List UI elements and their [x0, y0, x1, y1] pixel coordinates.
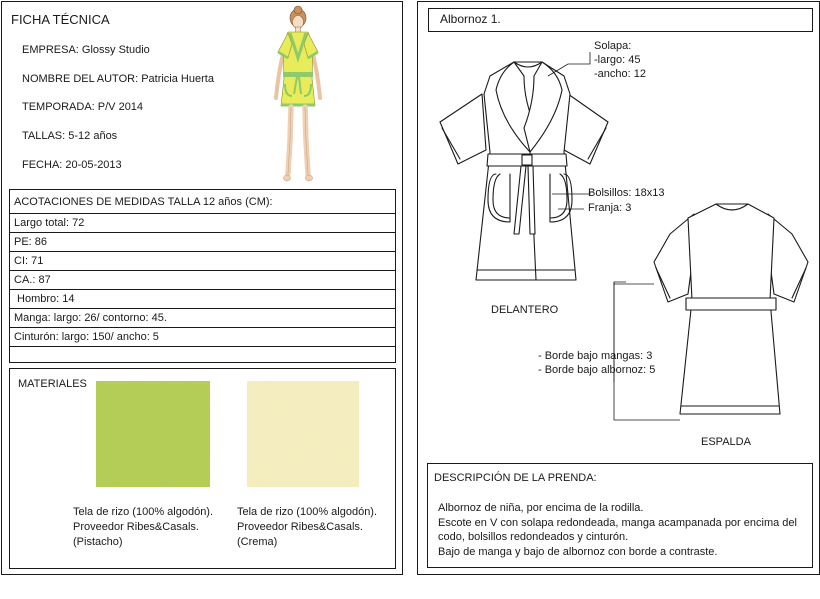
material-2-line-2: Proveedor Ribes&Casals. — [237, 521, 363, 533]
callout-borde-albornoz: - Borde bajo albornoz: 5 — [538, 364, 656, 376]
tallas-field: TALLAS: 5-12 años — [22, 130, 118, 142]
description-title: DESCRIPCIÓN DE LA PRENDA: — [434, 472, 597, 484]
left-page — [1, 1, 403, 575]
front-label: DELANTERO — [491, 304, 559, 316]
fecha-field: FECHA: 20-05-2013 — [22, 159, 122, 171]
description-line-1: Albornoz de niña, por encima de la rodilla. — [438, 502, 644, 514]
measure-row-pe: PE: 86 — [10, 232, 395, 251]
description-line-4: Bajo de manga y bajo de albornoz con borde a contraste. — [438, 546, 718, 558]
sheet-title: FICHA TÉCNICA — [11, 12, 110, 27]
swatch-crema — [247, 381, 359, 487]
callout-borde-mangas: - Borde bajo mangas: 3 — [538, 350, 653, 362]
measures-table — [9, 189, 396, 363]
callout-solapa-1: Solapa: — [594, 40, 632, 52]
right-page — [417, 1, 820, 575]
measure-row-ca: CA.: 87 — [10, 270, 395, 289]
front-view-drawing — [418, 2, 819, 342]
measure-row-largo: Largo total: 72 — [10, 213, 395, 232]
callout-bolsillos: Bolsillos: 18x13 — [588, 187, 665, 199]
material-1-line-2: Proveedor Ribes&Casals. — [73, 521, 199, 533]
model-figure-illustration — [268, 6, 328, 184]
callout-franja: Franja: 3 — [588, 202, 632, 214]
garment-title: Albornoz 1. — [440, 12, 501, 26]
measure-row-manga: Manga: largo: 26/ contorno: 45. — [10, 308, 395, 327]
swatch-pistacho — [96, 381, 210, 487]
materials-section — [9, 368, 396, 569]
material-2-line-3: (Crema) — [237, 536, 278, 548]
material-1-line-3: (Pistacho) — [73, 536, 123, 548]
measure-row-cinturon: Cinturón: largo: 150/ ancho: 5 — [10, 327, 395, 346]
measure-row-empty — [10, 346, 395, 362]
material-2-line-1: Tela de rizo (100% algodón). — [237, 506, 378, 518]
callout-solapa-2: -largo: 45 — [594, 54, 641, 66]
callout-solapa-3: -ancho: 12 — [594, 68, 646, 80]
materials-title: MATERIALES — [18, 378, 87, 390]
measures-title: ACOTACIONES DE MEDIDAS TALLA 12 años (CM): — [14, 196, 273, 208]
autor-field: NOMBRE DEL AUTOR: Patricia Huerta — [22, 73, 214, 85]
measure-row-hombro: Hombro: 14 — [10, 289, 395, 308]
description-section — [427, 463, 813, 568]
back-label: ESPALDA — [701, 436, 751, 448]
measure-row-ci: CI: 71 — [10, 251, 395, 270]
description-line-2: Escote en V con solapa redondeada, manga acampanada por encima del — [438, 517, 797, 529]
description-line-3: codo, bolsillos redondeados y cinturón. — [438, 531, 629, 543]
temporada-field: TEMPORADA: P/V 2014 — [22, 101, 144, 113]
material-1-line-1: Tela de rizo (100% algodón). — [73, 506, 214, 518]
empresa-field: EMPRESA: Glossy Studio — [22, 44, 150, 56]
